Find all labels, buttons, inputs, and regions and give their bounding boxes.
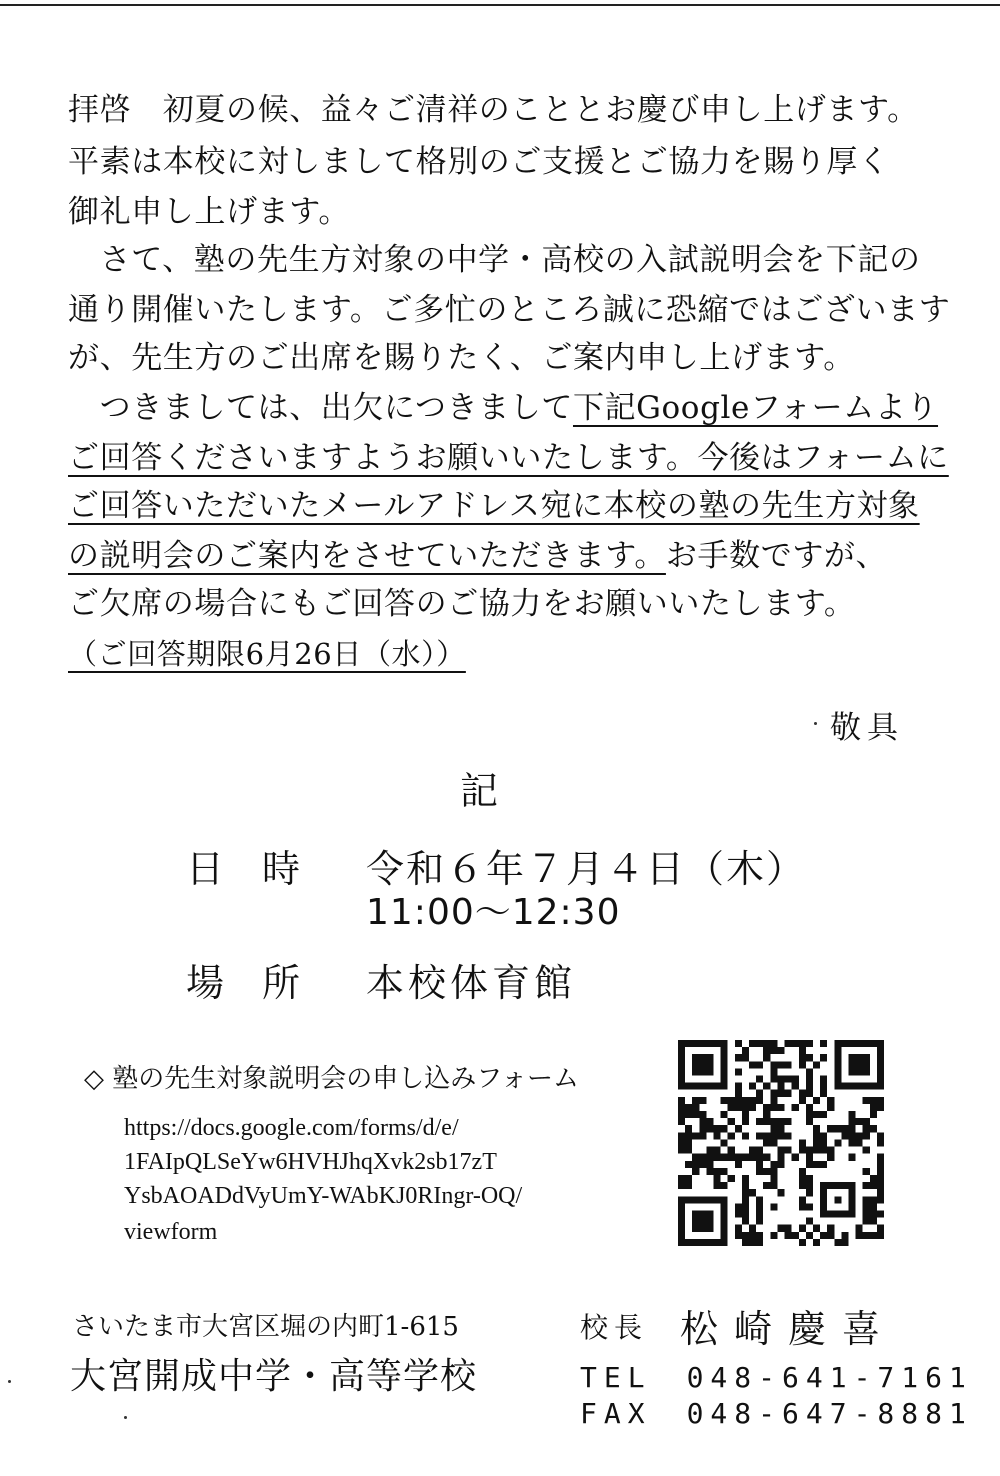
school-name: 大宮開成中学・高等学校 [70, 1356, 478, 1397]
form-url-line-4: viewform [124, 1219, 218, 1245]
form-url-line-3: YsbAOADdVyUmY-WAbKJ0RIngr-OQ/ [124, 1183, 523, 1209]
tel-number: TEL 048-641-7161 [580, 1361, 973, 1394]
letter-line-7-underlined: 下記Googleフォームより [572, 390, 939, 426]
ki-heading: 記 [460, 769, 499, 813]
letter-line-1: 拝啓 初夏の候、益々ご清祥のこととお慶び申し上げます。 [68, 92, 919, 128]
qr-code-icon[interactable] [678, 1040, 884, 1246]
closing-keigu: 敬具 [830, 710, 904, 746]
letter-line-6: が、先生方のご出席を賜りたく、ご案内申し上げます。 [68, 340, 855, 376]
event-date: 令和６年７月４日（木） [366, 847, 807, 891]
form-url-line-1: https://docs.google.com/forms/d/e/ [124, 1115, 459, 1141]
form-url-line-2: 1FAIpQLSeYw6HVHJhqXvk2sb17zT [124, 1149, 497, 1175]
page-top-border [0, 4, 1000, 6]
principal-name: 松崎慶喜 [680, 1307, 897, 1351]
scan-speck [124, 1416, 127, 1419]
letter-line-7 [68, 388, 938, 428]
fax-number: FAX 048-647-8881 [580, 1397, 973, 1430]
principal-label: 校長 [580, 1311, 649, 1344]
letter-line-10 [68, 536, 887, 576]
scan-speck [8, 1380, 11, 1383]
letter-line-10-plain: お手数ですが、 [665, 538, 888, 574]
letter-line-3: 御礼申し上げます。 [68, 194, 350, 230]
reply-deadline: （ご回答期限6月26日（水）） [68, 637, 466, 671]
letter-line-2: 平素は本校に対しまして格別のご支援とご協力を賜り厚く [68, 144, 890, 180]
letter-line-5: 通り開催いたします。ご多忙のところ誠に恐縮ではございます [68, 292, 951, 328]
event-time: 11:00〜12:30 [366, 892, 621, 933]
letter-line-10-underlined: の説明会のご案内をさせていただきます。 [68, 538, 666, 574]
letter-line-7-plain: つきましては、出欠につきまして [68, 390, 573, 426]
letter-line-4: さて、塾の先生方対象の中学・高校の入試説明会を下記の [68, 242, 921, 278]
letter-line-11: ご欠席の場合にもご回答のご協力をお願いいたします。 [68, 586, 856, 622]
letter-line-9: ご回答いただいたメールアドレス宛に本校の塾の先生方対象 [68, 488, 920, 524]
school-address: さいたま市大宮区堀の内町1-615 [72, 1312, 459, 1342]
form-title: ◇ 塾の先生対象説明会の申し込みフォーム [84, 1064, 579, 1094]
datetime-label: 日時 [186, 847, 339, 891]
scan-speck [814, 722, 817, 725]
place-label: 場所 [186, 961, 339, 1005]
event-place: 本校体育館 [366, 961, 577, 1005]
letter-line-8: ご回答くださいますようお願いいたします。今後はフォームに [68, 440, 949, 476]
